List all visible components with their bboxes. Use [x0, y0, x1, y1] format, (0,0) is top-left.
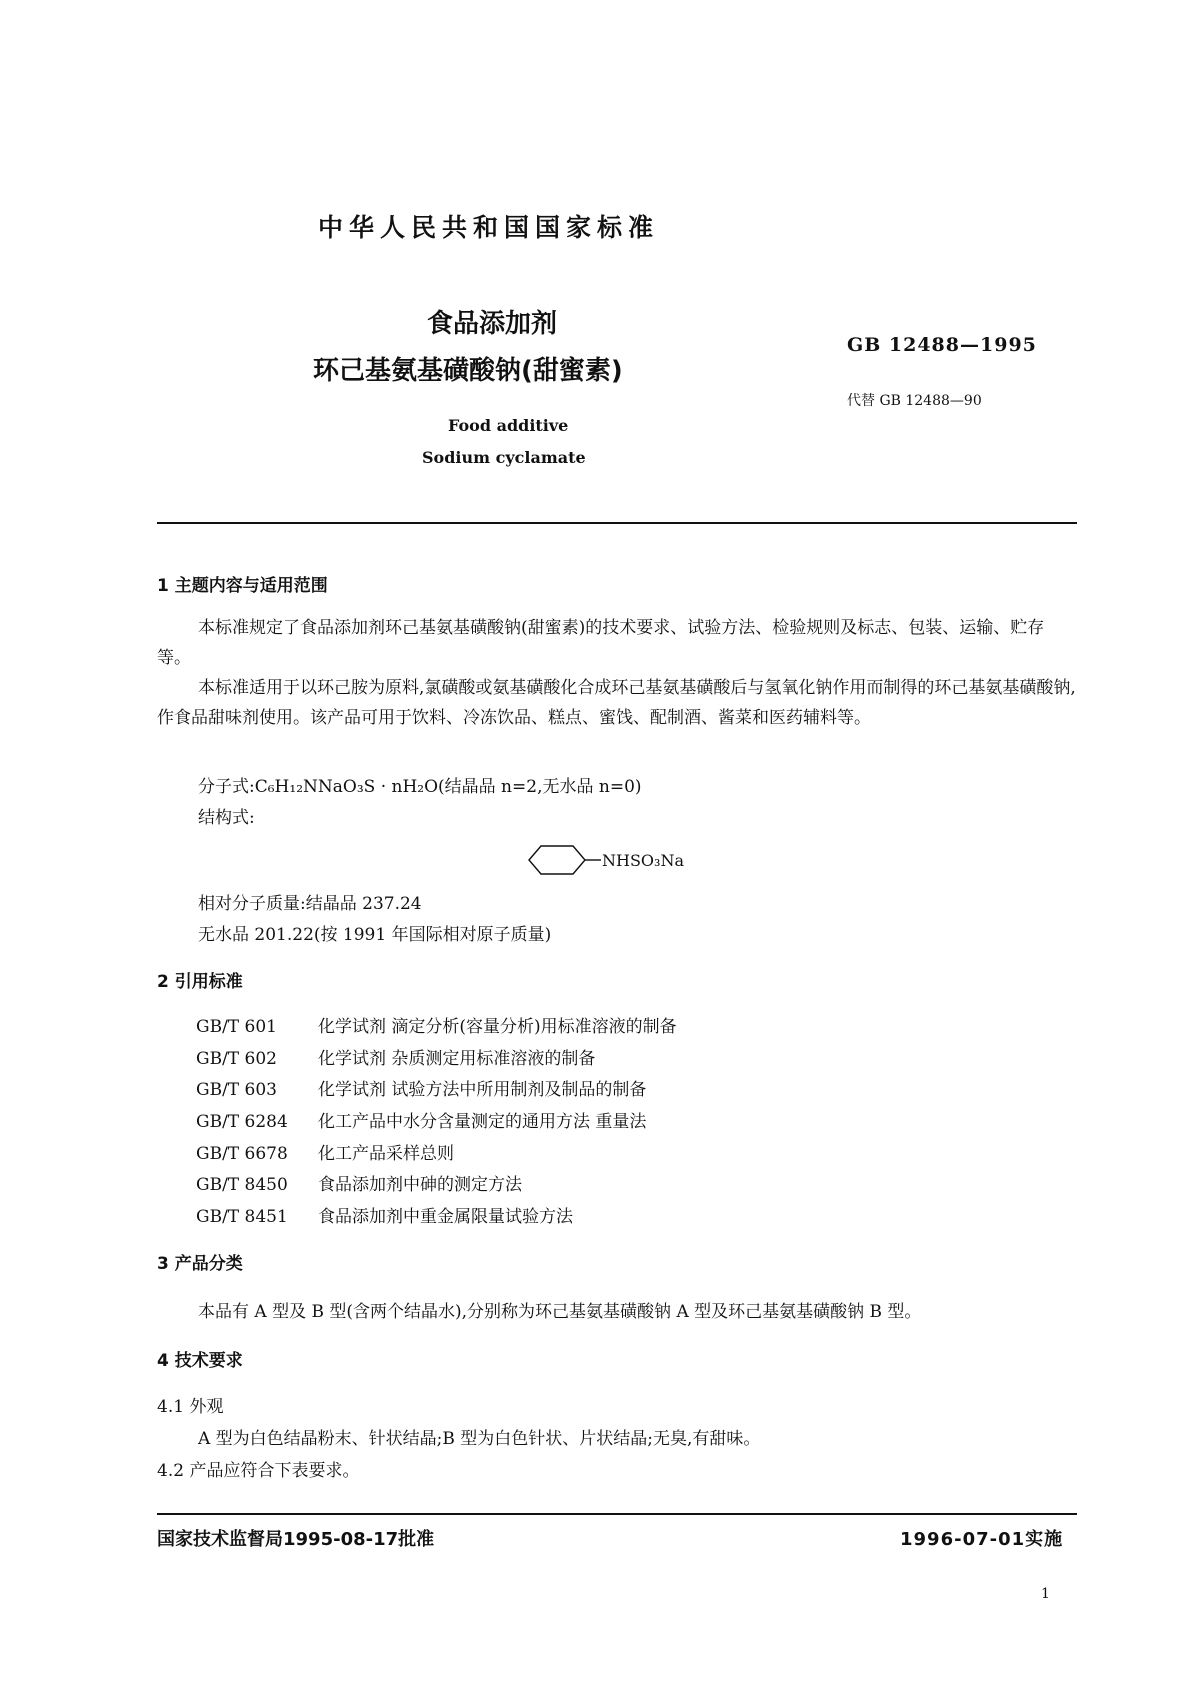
section-1-paragraph-2: 本标准适用于以环己胺为原料,氯磺酸或氨基磺酸化合成环己基氨基磺酸后与氢氧化钠作用而制得的环己基氨基磺酸钠,作食品甜味剂使用。该产品可用于饮料、冷冻饮品、糕点、蜜饯、配制酒、酱菜和医药辅料等。 — [157, 678, 1076, 728]
reference-item — [196, 1170, 677, 1202]
molecular-mass-crystalline: 相对分子质量:结晶品 237.24 — [198, 894, 422, 914]
structure-label: 结构式: — [198, 808, 255, 828]
subsection-4-1-heading: 4.1 外观 — [157, 1397, 224, 1417]
reference-title: 化学试剂 滴定分析(容量分析)用标准溶液的制备 — [318, 1017, 677, 1037]
section-2-heading: 2 引用标准 — [157, 972, 243, 992]
structural-formula-figure — [527, 840, 727, 880]
approval-date: 国家技术监督局1995-08-17批准 — [157, 1529, 435, 1550]
reference-code: GB/T 8450 — [196, 1175, 288, 1196]
subsection-4-1-paragraph: A 型为白色结晶粉末、针状结晶;B 型为白色针状、片状结晶;无臭,有甜味。 — [198, 1429, 761, 1449]
section-3-paragraph: 本品有 A 型及 B 型(含两个结晶水),分别称为环己基氨基磺酸钠 A 型及环己基氨基磺酸钠 B 型。 — [198, 1302, 922, 1322]
reference-code: GB/T 601 — [196, 1017, 277, 1037]
nhso3na-group: NHSO₃Na — [602, 851, 684, 870]
section-4-heading: 4 技术要求 — [157, 1351, 243, 1371]
reference-title: 食品添加剂中重金属限量试验方法 — [318, 1207, 573, 1228]
molecular-mass-anhydrous: 无水品 201.22(按 1991 年国际相对原子质量) — [198, 925, 552, 945]
molecular-formula: 分子式:C₆H₁₂NNaO₃S · nH₂O(结晶品 n=2,无水品 n=0) — [198, 777, 642, 797]
reference-item — [196, 1139, 677, 1171]
cyclohexane-ring — [529, 846, 585, 874]
subsection-4-2: 4.2 产品应符合下表要求。 — [157, 1461, 360, 1481]
reference-code: GB/T 6678 — [196, 1143, 288, 1164]
effective-date: 1996-07-01实施 — [900, 1529, 1064, 1550]
reference-item — [196, 1044, 677, 1076]
reference-title: 食品添加剂中砷的测定方法 — [318, 1175, 522, 1196]
section-3-heading: 3 产品分类 — [157, 1254, 243, 1274]
chinese-title-line-2: 环己基氨基磺酸钠(甜蜜素) — [313, 356, 623, 386]
reference-title: 化工产品采样总则 — [318, 1143, 454, 1164]
national-standard-title: 中华人民共和国国家标准 — [318, 213, 660, 242]
page-number: 1 — [1041, 1586, 1050, 1602]
reference-item — [196, 1075, 677, 1107]
reference-item — [196, 1202, 677, 1234]
reference-code: GB/T 6284 — [196, 1112, 288, 1133]
footer-divider — [157, 1513, 1077, 1515]
section-1-paragraph-1: 本标准规定了食品添加剂环己基氨基磺酸钠(甜蜜素)的技术要求、试验方法、检验规则及标志、包装、运输、贮存等。 — [157, 618, 1045, 668]
reference-title: 化工产品中水分含量测定的通用方法 重量法 — [318, 1112, 647, 1133]
replaces-standard: 代替 GB 12488—90 — [847, 393, 982, 409]
reference-list — [196, 1012, 677, 1234]
header-divider — [157, 522, 1077, 524]
english-title-line-1: Food additive — [448, 416, 569, 435]
chinese-title-line-1: 食品添加剂 — [427, 309, 558, 339]
section-1-heading: 1 主题内容与适用范围 — [157, 576, 328, 596]
reference-title: 化学试剂 杂质测定用标准溶液的制备 — [318, 1048, 596, 1069]
standard-number: GB 12488—1995 — [847, 334, 1037, 356]
reference-code: GB/T 603 — [196, 1080, 277, 1101]
reference-title: 化学试剂 试验方法中所用制剂及制品的制备 — [318, 1080, 647, 1101]
reference-code: GB/T 8451 — [196, 1207, 288, 1228]
english-title-line-2: Sodium cyclamate — [422, 448, 586, 467]
reference-item — [196, 1107, 677, 1139]
reference-code: GB/T 602 — [196, 1048, 277, 1069]
reference-item — [196, 1012, 677, 1044]
